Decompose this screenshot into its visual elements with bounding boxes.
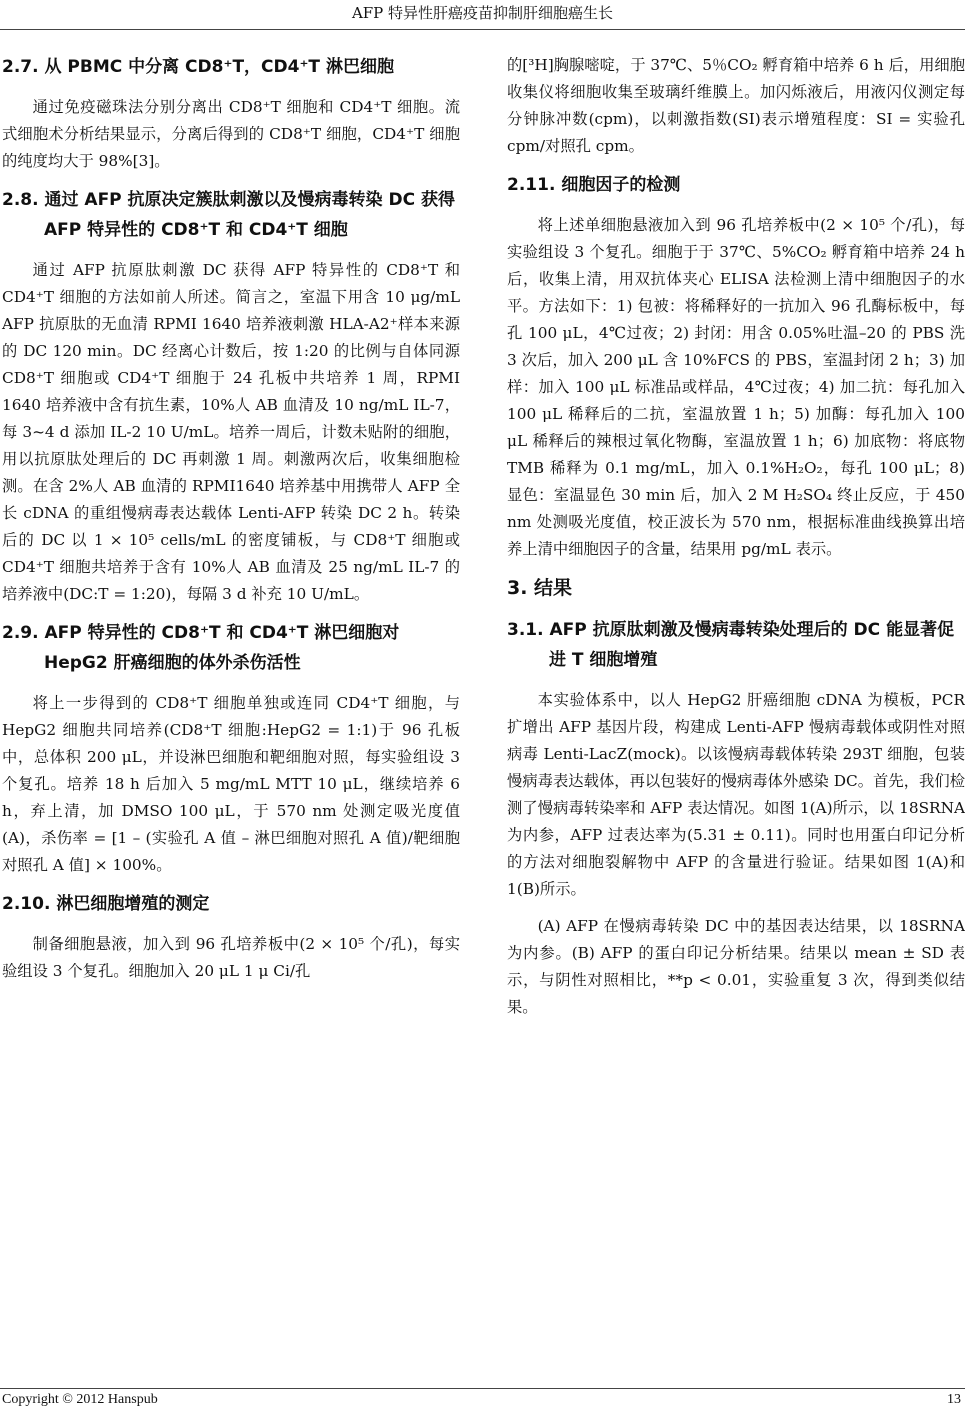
section-2-7-paragraph: 通过免疫磁珠法分别分离出 CD8⁺T 细胞和 CD4⁺T 细胞。流式细胞术分析结果显示，分离后得到的 CD8⁺T 细胞，CD4⁺T 细胞的纯度均大于 98%[3]。 xyxy=(2,98,460,170)
section-3-1-heading: 3.1. AFP 抗原肽刺激及慢病毒转染处理后的 DC 能显著促进 T 细胞增殖 xyxy=(507,620,955,670)
section-2-11-paragraph: 将上述单细胞悬液加入到 96 孔培养板中(2 × 10⁵ 个/孔)，每实验组设 3 个复孔。细胞于于 37℃、5%CO₂ 孵育箱中培养 24 h 后，收集上清，用双抗体夹心 ELISA 法检测上清中细胞因子的水平。方法如下：1) 包被：将稀释好的一抗加入 96 孔酶标板中，每孔 100 μL，4℃过夜；2) 封闭：用含 0.05%吐温–20 的 PBS 洗 3 次后，加入 200 μL 含 10%FCS 的 PBS，室温封闭 2 h；3) 加样：加入 100 μL 标准品或样品，4℃过夜；4) 加二抗：每孔加入 100 μL 稀释后的二抗，室温放置 1 h；5) 加酶：每孔加入 100 μL 稀释后的辣根过氧化物酶，室温放置 1 h；6) 加底物：将底物 TMB 稀释为 0.1 mg/mL，加入 0.1%H₂O₂，每孔 100 μL；8) 显色：室温显色 30 min 后，加入 2 M H₂SO₄ 终止反应，于 450 nm 处测吸光度值，校正波长为 570 nm，根据标准曲线换算出培养上清中细胞因子的含量，结果用 pg/mL 表示。 xyxy=(507,216,965,558)
left-column xyxy=(2,52,460,995)
page-footer xyxy=(0,1388,965,1412)
section-2-7-heading: 2.7. 从 PBMC 中分离 CD8⁺T，CD4⁺T 淋巴细胞 xyxy=(2,57,394,77)
section-2-9-paragraph: 将上一步得到的 CD8⁺T 细胞单独或连同 CD4⁺T 细胞，与 HepG2 细胞共同培养(CD8⁺T 细胞:HepG2 = 1:1)于 96 孔板中，总体积 200 μL，并设淋巴细胞和靶细胞对照，每实验组设 3 个复孔。培养 18 h 后加入 5 mg/mL MTT 10 μL，继续培养 6 h，弃上清，加 DMSO 100 μL，于 570 nm 处测定吸光度值(A)，杀伤率 = [1 – (实验孔 A 值 – 淋巴细胞对照孔 A 值)/靶细胞对照孔 A 值] × 100%。 xyxy=(2,694,460,874)
footer-copyright: Copyright © 2012 Hanspub xyxy=(2,1392,158,1407)
header-title: AFP 特异性肝癌疫苗抑制肝细胞癌生长 xyxy=(351,4,614,22)
section-2-8-paragraph: 通过 AFP 抗原肽刺激 DC 获得 AFP 特异性的 CD8⁺T 和 CD4⁺T 细胞的方法如前人所述。简言之，室温下用含 10 μg/mL AFP 抗原肽的无血清 RPMI 1640 培养液刺激 HLA-A2⁺样本来源的 DC 120 min。DC 经离心计数后，按 1:20 的比例与自体同源 CD8⁺T 细胞或 CD4⁺T 细胞于 24 孔板中共培养 1 周，RPMI 1640 培养液中含有抗生素，10%人 AB 血清及 10 ng/mL IL-7，每 3~4 d 添加 IL-2 10 U/mL。培养一周后，计数未贴附的细胞，用以抗原肽处理后的 DC 再刺激 1 周。刺激两次后，收集细胞检测。在含 2%人 AB 血清的 RPMI1640 培养基中用携带人 AFP 全长 cDNA 的重组慢病毒表达载体 Lenti-AFP 转染 DC 2 h。转染后的 DC 以 1 × 10⁵ cells/mL 的密度铺板，与 CD8⁺T 细胞或 CD4⁺T 细胞共培养于含有 10%人 AB 血清及 25 ng/mL IL-7 的培养液中(DC:T = 1:20)，每隔 3 d 补充 10 U/mL。 xyxy=(2,261,460,603)
section-2-8-heading: 2.8. 通过 AFP 抗原决定簇肽刺激以及慢病毒转染 DC 获得 AFP 特异性的 CD8⁺T 和 CD4⁺T 细胞 xyxy=(2,190,455,240)
section-2-10-paragraph: 制备细胞悬液，加入到 96 孔培养板中(2 × 10⁵ 个/孔)，每实验组设 3 个复孔。细胞加入 20 μL 1 μ Ci/孔 xyxy=(2,935,460,980)
section-2-9-heading: 2.9. AFP 特异性的 CD8⁺T 和 CD4⁺T 淋巴细胞对 HepG2 肝癌细胞的体外杀伤活性 xyxy=(2,623,400,673)
running-header xyxy=(0,0,965,30)
section-2-10-continuation: 的[³H]胸腺嘧啶，于 37℃、5％CO₂ 孵育箱中培养 6 h 后，用细胞收集仪将细胞收集至玻璃纤维膜上。加闪烁液后，用液闪仪测定每分钟脉冲数(cpm)，以刺激指数(SI)表示增殖程度：SI = 实验孔 cpm/对照孔 cpm。 xyxy=(507,56,965,155)
section-2-11-heading: 2.11. 细胞因子的检测 xyxy=(507,175,681,195)
section-3-heading: 3. 结果 xyxy=(507,577,573,599)
section-2-10-heading: 2.10. 淋巴细胞增殖的测定 xyxy=(2,894,210,914)
figure-1-caption: (A) AFP 在慢病毒转染 DC 中的基因表达结果，以 18SRNA 为内参。(B) AFP 的蛋白印记分析结果。结果以 mean ± SD 表示，与阴性对照相比，**p < 0.01，实验重复 3 次，得到类似结果。 xyxy=(507,917,965,1016)
section-3-1-paragraph: 本实验体系中，以人 HepG2 肝癌细胞 cDNA 为模板，PCR 扩增出 AFP 基因片段，构建成 Lenti-AFP 慢病毒载体或阴性对照病毒 Lenti-LacZ(mock)。以该慢病毒载体转染 293T 细胞，包装慢病毒表达载体，再以包装好的慢病毒体外感染 DC。首先，我们检测了慢病毒转染率和 AFP 表达情况。如图 1(A)所示，以 18SRNA 为内参，AFP 过表达率为(5.31 ± 0.11)。同时也用蛋白印记分析的方法对细胞裂解物中 AFP 的含量进行验证。结果如图 1(A)和 1(B)所示。 xyxy=(507,691,965,898)
page-number: 13 xyxy=(947,1392,961,1407)
right-column xyxy=(507,52,965,1021)
